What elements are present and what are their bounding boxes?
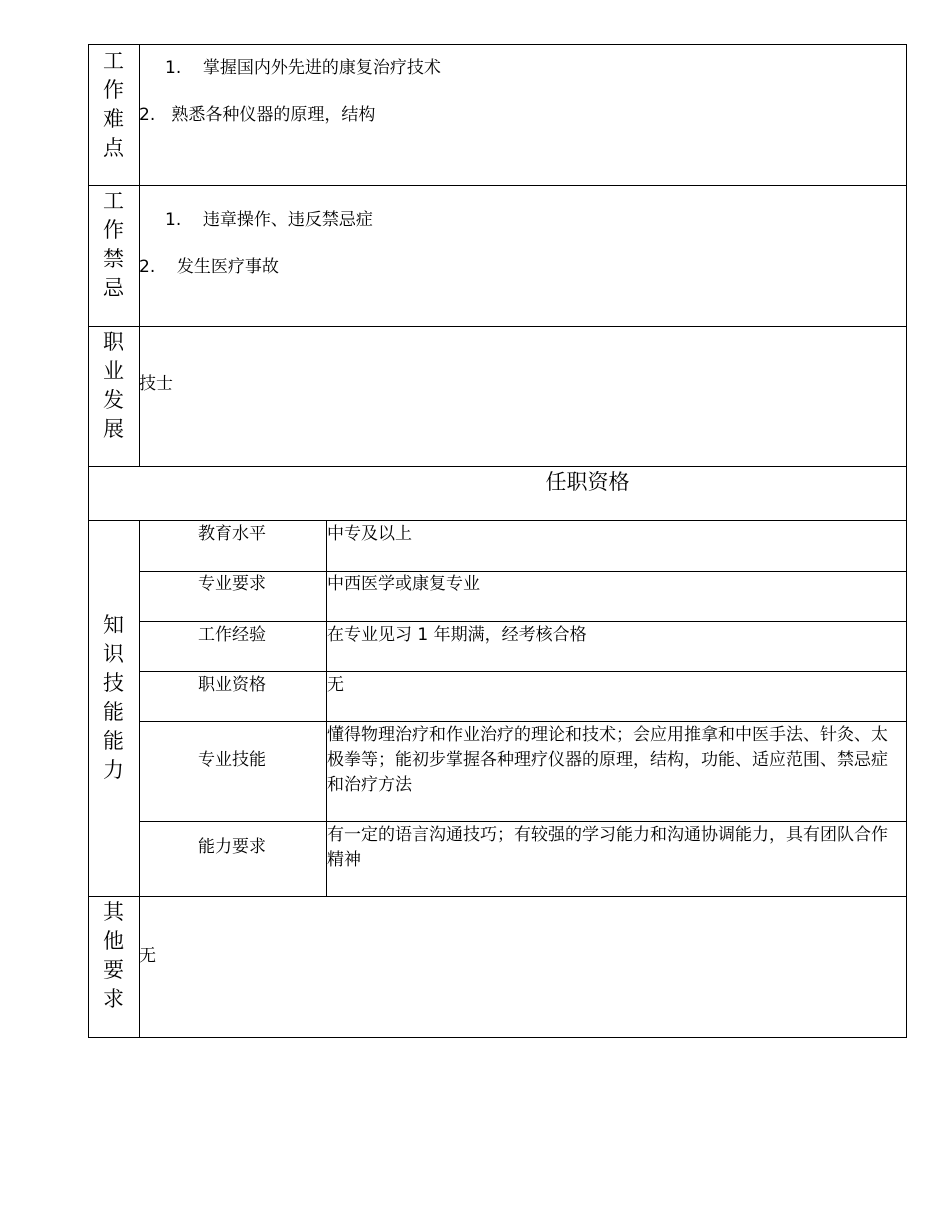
- major-value: 中西医学或康复专业: [327, 574, 480, 594]
- ability-label: 能力要求: [198, 837, 266, 857]
- education-label: 教育水平: [198, 524, 266, 544]
- knowledge-sep-4: [139, 721, 907, 722]
- taboo-item-1: 1. 违章操作、违反禁忌症: [165, 210, 373, 230]
- knowledge-sep-2: [139, 621, 907, 622]
- row-sep-3: [88, 466, 907, 467]
- education-value: 中专及以上: [327, 524, 412, 544]
- career-header: 职 业 发 展: [103, 330, 124, 441]
- skills-value: 懂得物理治疗和作业治疗的理论和技术；会应用推拿和中医手法、针灸、太极拳等；能初步掌握各种理疗仪器的原理，结构，功能、适应范围、禁忌症和治疗方法: [327, 725, 888, 795]
- other-header: 其 他 要 求: [103, 900, 124, 1011]
- difficulty-item-2: 2. 熟悉各种仪器的原理，结构: [139, 105, 376, 125]
- taboo-item-2: 2. 发生医疗事故: [139, 257, 279, 277]
- row-sep-4: [88, 520, 907, 521]
- career-value: 技士: [139, 374, 173, 394]
- ability-value: 有一定的语言沟通技巧；有较强的学习能力和沟通协调能力，具有团队合作精神: [327, 825, 888, 870]
- certification-label: 职业资格: [198, 675, 266, 695]
- difficulty-header: 工 作 难 点: [103, 49, 124, 160]
- difficulty-item-1: 1. 掌握国内外先进的康复治疗技术: [165, 58, 441, 78]
- experience-label: 工作经验: [198, 625, 266, 645]
- knowledge-sep-5: [139, 821, 907, 822]
- taboo-header: 工 作 禁 忌: [103, 189, 124, 300]
- row-sep-5: [88, 896, 907, 897]
- certification-value: 无: [327, 675, 344, 695]
- knowledge-sep-3: [139, 671, 907, 672]
- row-sep-1: [88, 185, 907, 186]
- major-label: 专业要求: [198, 574, 266, 594]
- experience-value: 在专业见习 1 年期满，经考核合格: [327, 625, 587, 645]
- other-value: 无: [139, 946, 156, 966]
- qualification-title: 任职资格: [545, 470, 630, 494]
- row-sep-2: [88, 326, 907, 327]
- knowledge-header: 知 识 技 能 能 力: [103, 613, 124, 782]
- skills-label: 专业技能: [198, 750, 266, 770]
